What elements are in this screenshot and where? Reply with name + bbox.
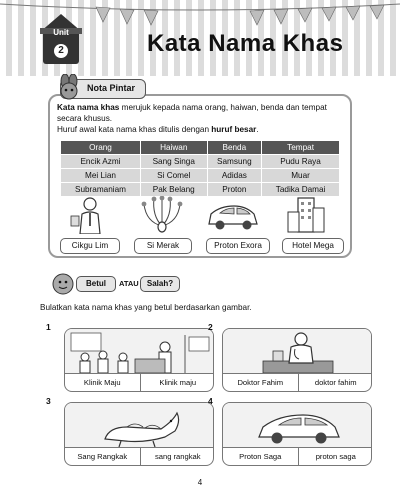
table-cell: Encik Azmi [61, 155, 140, 168]
table-header-cell: Haiwan [141, 141, 207, 154]
definition-term: Kata nama khas [57, 103, 120, 112]
answer-option[interactable]: Doktor Fahim [237, 378, 284, 387]
table-cell: Samsung [208, 155, 262, 168]
question-card [222, 402, 372, 466]
nota-pintar-tag: Nota Pintar [60, 79, 146, 99]
capital-rule-text: Huruf awal kata nama khas ditulis dengan [57, 125, 212, 134]
table-row [61, 183, 339, 196]
betul-tag: Betul [76, 276, 116, 292]
answer-option[interactable]: Sang Rangkak [77, 452, 128, 461]
answer-options [65, 447, 214, 466]
capital-rule-term: huruf besar [211, 125, 257, 134]
salah-tag: Salah? [140, 276, 180, 292]
peacock-icon [140, 196, 184, 234]
question-card [64, 328, 214, 392]
mascot-icon [57, 74, 81, 100]
table-cell: Subramaniam [61, 183, 140, 196]
answer-option[interactable]: Proton Saga [239, 452, 282, 461]
question-number: 3 [46, 396, 51, 406]
table-header-row [61, 141, 339, 154]
answer-options [223, 373, 372, 392]
table-cell: Adidas [208, 169, 262, 182]
question-number: 2 [208, 322, 213, 332]
doctor-icon [223, 329, 372, 373]
question-card [222, 328, 372, 392]
proper-noun-table [60, 140, 340, 197]
example-pill: Hotel Mega [282, 238, 344, 254]
answer-options [65, 373, 214, 392]
table-header-cell: Benda [208, 141, 262, 154]
table-cell: Si Comel [141, 169, 207, 182]
answer-option[interactable]: Klinik maju [140, 374, 215, 392]
instruction-text: Bulatkan kata nama khas yang betul berdasarkan gambar. [40, 303, 252, 312]
capital-rule-end: . [256, 125, 259, 134]
table-cell: Tadika Damai [262, 183, 339, 196]
table-header-cell: Orang [61, 141, 140, 154]
hotel-icon [286, 196, 326, 234]
table-cell: Mei Lian [61, 169, 140, 182]
table-header-cell: Tempat [262, 141, 339, 154]
unit-label: Unit [53, 28, 69, 37]
question-card [64, 402, 214, 466]
definition-text: merujuk kepada nama orang, haiwan, benda dan tempat secara khusus. [57, 103, 327, 123]
table-cell: Pak Belang [141, 183, 207, 196]
answer-option[interactable]: Klinik Maju [83, 378, 121, 387]
table-row [61, 155, 339, 168]
answer-option[interactable]: doktor fahim [298, 374, 373, 392]
example-pill: Proton Exora [206, 238, 270, 254]
question-number: 4 [208, 396, 213, 406]
table-cell: Proton [208, 183, 262, 196]
answer-option[interactable]: sang rangkak [140, 448, 215, 466]
teacher-icon [70, 196, 110, 234]
question-number: 1 [46, 322, 51, 332]
example-pill: Cikgu Lim [60, 238, 120, 254]
mascot-icon [52, 273, 74, 295]
car-icon [223, 403, 372, 447]
unit-number: 2 [54, 44, 68, 58]
crocodile-icon [65, 403, 214, 447]
table-cell: Pudu Raya [262, 155, 339, 168]
clinic-scene-icon [65, 329, 214, 373]
nota-definition [57, 102, 349, 135]
table-cell: Sang Singa [141, 155, 207, 168]
page-number: 4 [197, 478, 203, 487]
page-title: Kata Nama Khas [147, 30, 344, 57]
example-pill: Si Merak [134, 238, 192, 254]
table-cell: Muar [262, 169, 339, 182]
answer-options [223, 447, 372, 466]
car-icon [206, 196, 260, 234]
answer-option[interactable]: proton saga [298, 448, 373, 466]
table-row [61, 169, 339, 182]
atau-label: ATAU [119, 279, 139, 288]
